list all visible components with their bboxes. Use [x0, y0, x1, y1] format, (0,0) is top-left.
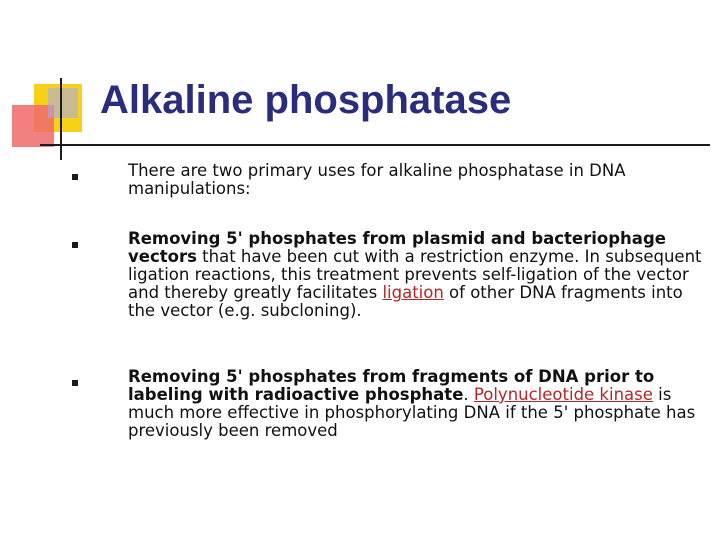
bullet-text-content: is much more effective in phosphorylating DNA if the 5' phosphate has previously been removed: [128, 385, 696, 440]
bullet-text: [128, 162, 713, 198]
bullet-square-icon: [72, 174, 78, 180]
decor-blue-square: [48, 88, 78, 118]
bullet-text: [128, 368, 713, 440]
decor-horizontal-line: [40, 144, 710, 146]
bullet-text-content: that have been cut with a restriction enzyme. In subsequent ligation reactions, this treatment prevents self-ligation of the vector and thereby greatly facilitates: [128, 247, 702, 302]
bullet-text-content: of other DNA fragments into the vector (e.g. subcloning).: [128, 283, 683, 320]
bullet-text-content: .: [463, 385, 474, 404]
bullet-square-icon: [72, 242, 78, 248]
decor-vertical-line: [60, 78, 62, 160]
slide-title: Alkaline phosphatase: [100, 78, 512, 122]
bullet-bold-text: Removing 5' phosphates from plasmid and bacteriophage vectors: [128, 229, 666, 266]
ligation-link[interactable]: ligation: [382, 283, 444, 302]
bullet-square-icon: [72, 380, 78, 386]
bullet-text-content: There are two primary uses for alkaline phosphatase in DNA manipulations:: [128, 161, 626, 198]
bullet-bold-text: Removing 5' phosphates from fragments of DNA prior to labeling with radioactive phosphate: [128, 367, 655, 404]
polynucleotide-kinase-link[interactable]: Polynucleotide kinase: [473, 385, 653, 404]
bullet-text: [128, 230, 713, 320]
